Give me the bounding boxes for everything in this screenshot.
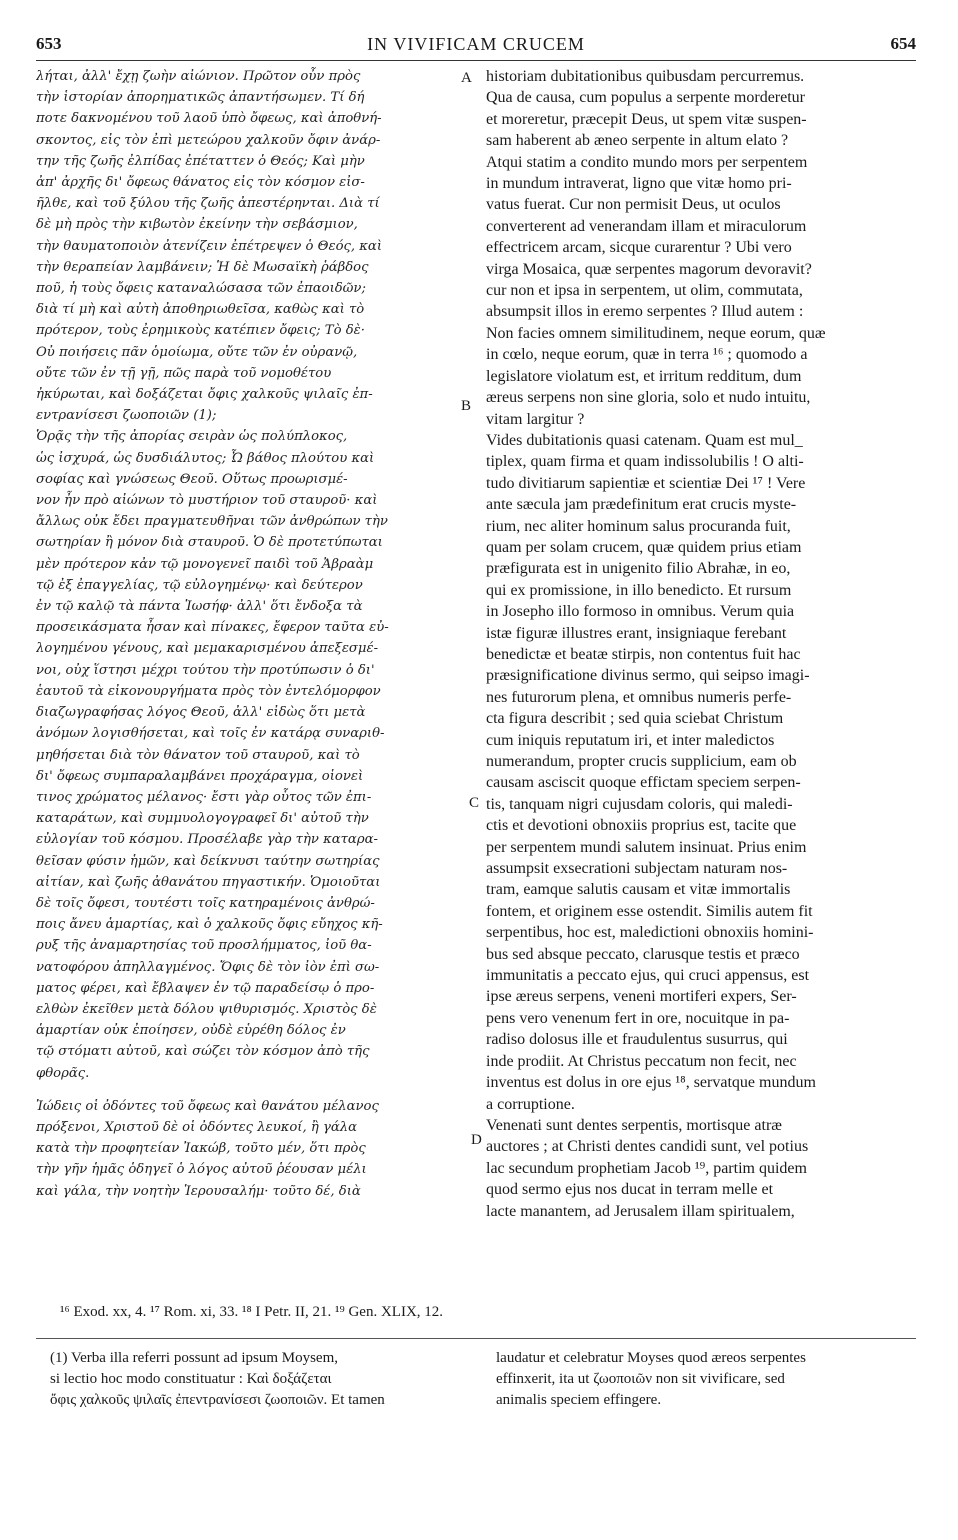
note-line: (1) Verba illa referri possunt ad ipsum Moysem, bbox=[50, 1350, 338, 1366]
latin-text-line: auctores ; at Christi dentes candidi sunt, vel potius bbox=[486, 1138, 809, 1156]
latin-text-line: vatus fuerat. Cur non permisit Deus, ut oculos bbox=[486, 196, 781, 214]
latin-text-line: lacte manantem, ad Jerusalem illam spiritualem, bbox=[486, 1202, 795, 1220]
greek-text-line: δὲ τοῖς ὄφεσι, τουτέστι τοῖς κατηραμένοις ἀνθρώ- bbox=[36, 895, 375, 911]
latin-text-line: per serpentem mundi salutem insinuat. Prius enim bbox=[486, 838, 807, 856]
latin-text-line: et moreretur, præcepit Deus, ut spem vitæ suspen- bbox=[486, 110, 807, 128]
greek-text-line: σοφίας καὶ γνώσεως Θεοῦ. Οὕτως προωρισμέ- bbox=[36, 471, 348, 487]
latin-text-line: effectricem arcam, sicque curarentur ? Ubi vero bbox=[486, 239, 792, 257]
latin-text-line: in cœlo, neque eorum, quæ in terra ¹⁶ ; quomodo a bbox=[486, 346, 808, 364]
greek-text-line: Ἰώδεις οἱ ὀδόντες τοῦ ὄφεως καὶ θανάτου μέλανος bbox=[36, 1098, 379, 1114]
latin-text-line: virga Mosaica, quæ serpentes magorum devoravit? bbox=[486, 260, 812, 278]
greek-text-line: σκοντος, εἰς τὸν ἐπὶ μετεώρου χαλκοῦν ὄφιν ἀνάρ- bbox=[36, 132, 381, 148]
latin-text-line: qui ex promissione, in illo benedicto. Et rursum bbox=[486, 581, 792, 599]
greek-text-line: τῷ ἐξ ἐπαγγελίας, τῷ εὐλογημένῳ· καὶ δεύτερον bbox=[36, 577, 363, 593]
latin-text-line: in Josepho illo formoso in omnibus. Verum quia bbox=[486, 603, 795, 621]
latin-text-line: cta figura describit ; sed quia sciebat Christum bbox=[486, 710, 784, 728]
margin-marker-d: D bbox=[471, 1132, 482, 1148]
greek-text-line: ὡς ἰσχυρά, ὡς δυσδιάλυτος; Ὦ βάθος πλούτου καὶ bbox=[36, 450, 375, 466]
latin-text-line: lac secundum prophetiam Jacob ¹⁹, partim quidem bbox=[486, 1159, 807, 1177]
greek-text-line: καταράτων, καὶ συμμυολογογραφεῖ δι' αὐτοῦ τὴν bbox=[36, 811, 369, 827]
greek-text-line: μὲν πρότερον κἀν τῷ μονογενεῖ παιδὶ τοῦ Ἀβραὰμ bbox=[36, 556, 374, 572]
greek-text-line: Οὐ ποιήσεις πᾶν ὁμοίωμα, οὔτε τῶν ἐν οὐρανῷ, bbox=[36, 344, 358, 360]
latin-text-line: in mundum intraverat, ligno que vitæ homo pri- bbox=[486, 175, 792, 193]
latin-text-line: cum iniquis reputatum iri, et inter maledictos bbox=[486, 731, 775, 749]
latin-text-line: Atqui statim a condito mundo mors per serpentem bbox=[486, 153, 808, 171]
greek-text-line: πρότερον, τοὺς ἐρημικοὺς κατέπιεν ὄφεις; Τὸ δὲ· bbox=[36, 323, 365, 339]
greek-text-line: ἀπ' ἀρχῆς δι' ὄφεως θάνατος εἰς τὸν κόσμον εἰσ- bbox=[36, 175, 365, 191]
page-header bbox=[36, 34, 916, 58]
margin-marker-a: A bbox=[461, 70, 472, 86]
latin-text-line: rium, nec aliter hominum salus procuranda fuit, bbox=[486, 517, 791, 535]
header-rule bbox=[36, 60, 916, 61]
greek-text-line: ματος φέρει, καὶ ἔβλαψεν ἐν τῷ παραδείσῳ ὁ προ- bbox=[36, 980, 375, 996]
latin-text-line: serpentibus, hoc est, maledictioni obnoxiis homini- bbox=[486, 924, 814, 942]
notes-rule bbox=[36, 1338, 916, 1339]
note-line: effinxerit, ita ut ζωοποιῶν non sit vivificare, sed bbox=[496, 1371, 785, 1387]
greek-text-line: διὰ τί μὴ καὶ αὐτὴ ἀποθηριωθεῖσα, καθὼς καὶ τὸ bbox=[36, 302, 365, 318]
latin-text-line: Qua de causa, cum populus a serpente morderetur bbox=[486, 89, 805, 107]
latin-text-line: quam per solam crucem, quæ quidem prius etiam bbox=[486, 538, 802, 556]
latin-text-line: ipse æreus serpens, veneni mortiferi expers, Ser- bbox=[486, 988, 797, 1006]
latin-text-line: fontem, et originem esse ostendit. Similis autem fit bbox=[486, 902, 813, 920]
latin-text-line: nes futurorum plena, et omnibus numeris perfe- bbox=[486, 688, 792, 706]
latin-text-line: assumpsit exsecrationi subjectam naturam nos- bbox=[486, 860, 788, 878]
latin-text-line: istæ figuræ illustres erant, insigniaque ferebant bbox=[486, 624, 787, 642]
greek-text-line: καὶ γάλα, τὴν νοητὴν Ἱερουσαλήμ· τοῦτο δέ, διὰ bbox=[36, 1183, 361, 1199]
note-line: si lectio hoc modo constituatur : Καὶ δοξάζεται bbox=[50, 1371, 332, 1387]
greek-text-line: τὴν γῆν ἡμᾶς ὁδηγεῖ ὁ λόγος αὐτοῦ ῥέουσαν μέλι bbox=[36, 1162, 367, 1178]
latin-text-line: historiam dubitationibus quibusdam percurremus. bbox=[486, 68, 805, 85]
latin-text-line: absumpsit illos in eremo serpentes ? Illud autem : bbox=[486, 303, 804, 321]
latin-text-line: causam asciscit quoque effictam speciem serpen- bbox=[486, 774, 801, 792]
latin-text-line: Venenati sunt dentes serpentis, mortisque atræ bbox=[486, 1116, 782, 1134]
footnote-right bbox=[496, 1348, 916, 1411]
greek-text-line: ἐν τῷ καλῷ τὰ πάντα Ἰωσήφ· ἀλλ' ὅτι ἔνδοξα τὰ bbox=[36, 599, 363, 615]
footnote-references: ¹⁶ Exod. xx, 4. ¹⁷ Rom. xi, 33. ¹⁸ I Petr. II, 21. ¹⁹ Gen. XLIX, 12. bbox=[60, 1304, 444, 1320]
latin-text-line: Non facies omnem similitudinem, neque eorum, quæ bbox=[486, 324, 826, 342]
latin-text-line: immunitatis a peccato ejus, qui cruci appensus, est bbox=[486, 967, 810, 985]
margin-marker-c: C bbox=[469, 795, 480, 811]
latin-text-line: tiplex, quam firma et quam indissolubilis ! O alti- bbox=[486, 453, 804, 471]
latin-text-line: æreus serpens non sine gloria, solo et nudo intuitu, bbox=[486, 389, 811, 407]
greek-text-line: Ὁρᾷς τὴν τῆς ἀπορίας σειρὰν ὡς πολύπλοκος, bbox=[36, 429, 348, 445]
latin-text-line: tis, tanquam nigri cujusdam coloris, qui maledi- bbox=[486, 795, 793, 813]
greek-text-line: εὐλογίαν τοῦ κόσμου. Προσέλαβε γὰρ τὴν καταρα- bbox=[36, 832, 378, 848]
note-line: animalis speciem effingere. bbox=[496, 1392, 662, 1408]
latin-text-line: quod sermo ejus nos ducat in terram melle et bbox=[486, 1181, 774, 1199]
greek-text-line: σωτηρίαν ἢ μόνον διὰ σταυροῦ. Ὁ δὲ προτετύπωται bbox=[36, 535, 383, 551]
latin-text-line: tudo divitiarum sapientiæ et scientiæ Dei ¹⁷ ! Vere bbox=[486, 474, 806, 492]
latin-text-line: legislatore violatum est, et irritum redditum, dum bbox=[486, 367, 802, 385]
page-number-left: 653 bbox=[36, 34, 62, 53]
greek-text-line: οὔτε τῶν ἐν τῇ γῇ, πῶς παρὰ τοῦ νομοθέτου bbox=[36, 365, 332, 381]
greek-column bbox=[36, 66, 472, 1202]
page-number-right: 654 bbox=[890, 34, 916, 53]
latin-text-line: Vides dubitationis quasi catenam. Quam est mul_ bbox=[486, 431, 803, 449]
greek-text-line: λήται, ἀλλ' ἔχῃ ζωὴν αἰώνιον. Πρῶτον οὖν πρὸς bbox=[36, 69, 361, 84]
greek-text-line: ποις ἄνευ ἁμαρτίας, καὶ ὁ χαλκοῦς ὄφις εὔηχος κῆ- bbox=[36, 917, 383, 933]
greek-text-line: ποτε δακνομένου τοῦ λαοῦ ὑπὸ ὄφεως, καὶ ἀποθνή- bbox=[36, 111, 382, 127]
greek-text-line: τῷ στόματι αὐτοῦ, καὶ σώζει τὸν κόσμον ἀπὸ τῆς bbox=[36, 1044, 370, 1060]
latin-text-line: ctis et devotioni obnoxiis proprius est, tacite que bbox=[486, 817, 797, 835]
greek-text-line: τὴν θεραπείαν λαμβάνειν; Ἡ δὲ Μωσαϊκὴ ῥάβδος bbox=[36, 259, 369, 275]
greek-text-line: μηθήσεται διὰ τὸν θάνατον τοῦ σταυροῦ, καὶ τὸ bbox=[36, 747, 360, 763]
greek-text-line: δι' ὄφεως συμπαραλαμβάνει προχάραγμα, οἱονεὶ bbox=[36, 768, 364, 784]
latin-text-line: pens vero venenum fert in ore, nocuitque in pa- bbox=[486, 1009, 790, 1027]
greek-text-line: ἑαυτοῦ τὰ εἰκονουργήματα πρὸς τὸν ἐντελόμορφον bbox=[36, 683, 381, 699]
greek-text-line: εντρανίσεσι ζωοποιῶν (1); bbox=[36, 408, 217, 424]
latin-text-line: numerandum, propter crucis supplicium, eam ob bbox=[486, 753, 797, 770]
running-title: IN VIVIFICAM CRUCEM bbox=[367, 34, 585, 54]
latin-text-line: præfigurata est in unigenito filio Abrahæ, in eo, bbox=[486, 560, 791, 578]
greek-text-line: τινος χρώματος μέλανος· ἔστι γὰρ οὗτος τῶν ἐπι- bbox=[36, 789, 372, 805]
greek-text-line: ἄλλως οὐκ ἔδει πραγματευθῆναι τῶν ἀνθρώπων τὴν bbox=[36, 514, 388, 530]
note-line: laudatur et celebratur Moyses quod æreos serpentes bbox=[496, 1350, 806, 1366]
latin-text-line: præsignificatione divinus sermo, qui seipso imagi- bbox=[486, 667, 810, 685]
greek-text-line: κατὰ τὴν προφητείαν Ἰακώβ, τοῦτο μέν, ὅτι πρὸς bbox=[36, 1141, 366, 1157]
greek-text-line: νατοφόρου ἀπηλλαγμένος. Ὄφις δὲ τὸν ἰὸν ἐπὶ σω- bbox=[36, 959, 380, 975]
greek-text-line: ρυξ τῆς ἀναμαρτησίας τοῦ προσλήμματος, ἰοῦ θα- bbox=[36, 938, 372, 954]
latin-text-line: inde prodiit. At Christus peccatum non fecit, nec bbox=[486, 1052, 797, 1070]
greek-text-line: ἠκύρωται, καὶ δοξάζεται ὄφις χαλκοῦς ψιλαῖς ἐπ- bbox=[36, 387, 373, 403]
greek-text-line: προσεικάσματα ἦσαν καὶ πίνακες, ἔφερον ταῦτα εὐ- bbox=[36, 620, 389, 636]
latin-text-line: benedictæ et beatæ stirpis, non contentus fuit hac bbox=[486, 645, 801, 663]
greek-text-line: ἀνόμων λογισθήσεται, καὶ τοῖς ἐν κατάρᾳ συναριθ- bbox=[36, 726, 385, 742]
greek-text-line: δὲ μὴ πρὸς τὴν κιβωτὸν ἐκείνην τὴν σεβάσμιον, bbox=[36, 217, 358, 233]
latin-text-line: radiso dolosus ille et fraudulentus susurrus, qui bbox=[486, 1031, 788, 1049]
latin-text-line: inventus est dolus in ore ejus ¹⁸, servatque mundum bbox=[486, 1074, 816, 1092]
note-line: ὄφις χαλκοῦς ψιλαῖς ἐπεντρανίσεσι ζωοποιῶν. Et tamen bbox=[50, 1392, 385, 1408]
greek-text-line: ἁμαρτίαν οὐκ ἐποίησεν, οὐδὲ εὑρέθη δόλος ἐν bbox=[36, 1023, 346, 1039]
latin-text-line: converterent ad venerandam illam et miraculorum bbox=[486, 217, 807, 235]
latin-column bbox=[486, 66, 918, 1222]
greek-text-line: ῆλθε, καὶ τοῦ ξύλου τῆς ζωῆς ἀπεστέρηνται. Διὰ τί bbox=[36, 196, 380, 212]
greek-text-line: ποῦ, ἡ τοὺς ὄφεις καταναλώσασα τῶν ἐπαοιδῶν; bbox=[36, 281, 366, 297]
greek-text-line: νον ἦν πρὸ αἰώνων τὸ μυστήριον τοῦ σταυροῦ· καὶ bbox=[36, 493, 378, 509]
latin-text-line: sam haberent ab æneo serpente in altum elato ? bbox=[486, 132, 789, 150]
greek-text-line: νοι, οὐχ ἵστησι μέχρι τούτου τὴν προτύπωσιν ὁ δι' bbox=[36, 662, 375, 678]
paragraph-gap bbox=[36, 1084, 472, 1096]
greek-text-line: διαζωγραφήσας λόγος Θεοῦ, ἀλλ' εἰδὼς ὅτι μετὰ bbox=[36, 705, 366, 721]
footnote-left bbox=[50, 1348, 470, 1411]
greek-text-line: φθορᾶς. bbox=[36, 1065, 90, 1081]
latin-text-line: tram, eamque salutis causam et vitæ immortalis bbox=[486, 881, 791, 899]
greek-text-line: πρόξενοι, Χριστοῦ δὲ οἱ ὀδόντες λευκοί, ἢ γάλα bbox=[36, 1119, 358, 1135]
greek-text-line: τὴν ἱστορίαν ἀπορηματικῶς ἀπαντήσωμεν. Τί δή bbox=[36, 90, 365, 106]
latin-text-line: cur non et ipsa in serpentem, ut olim, commutata, bbox=[486, 282, 803, 300]
greek-text-line: ελθὼν ἐκεῖθεν μετὰ δόλου ψιθυρισμός. Χριστὸς δὲ bbox=[36, 1001, 377, 1017]
margin-marker-b: B bbox=[461, 398, 472, 414]
greek-text-line: αἰτίαν, καὶ ζωῆς ἀθανάτου πηγαστικήν. Ὁμοιοῦται bbox=[36, 874, 381, 890]
latin-text-line: vitam largitur ? bbox=[486, 410, 585, 428]
greek-text-line: τὴν θαυματοποιὸν ἀτενίζειν ἐπέτρεψεν ὁ Θεός, καὶ bbox=[36, 238, 382, 254]
latin-text-line: ante sæcula jam prædefinitum erat crucis myste- bbox=[486, 496, 797, 514]
latin-text-line: a corruptione. bbox=[486, 1095, 575, 1113]
greek-text-line: θεῖσαν φύσιν ἡμῶν, καὶ δείκνυσι ταύτην σωτηρίας bbox=[36, 853, 380, 869]
greek-text-line: λογημένου γένους, καὶ μεμακαρισμένου ἀπεξεσμέ- bbox=[36, 641, 379, 657]
greek-text-line: την τῆς ζωῆς ἐλπίδας ἐπέταττεν ὁ Θεός; Καὶ μὴν bbox=[36, 153, 365, 169]
latin-text-line: bus sed absque peccato, clarusque testis et præco bbox=[486, 945, 800, 963]
